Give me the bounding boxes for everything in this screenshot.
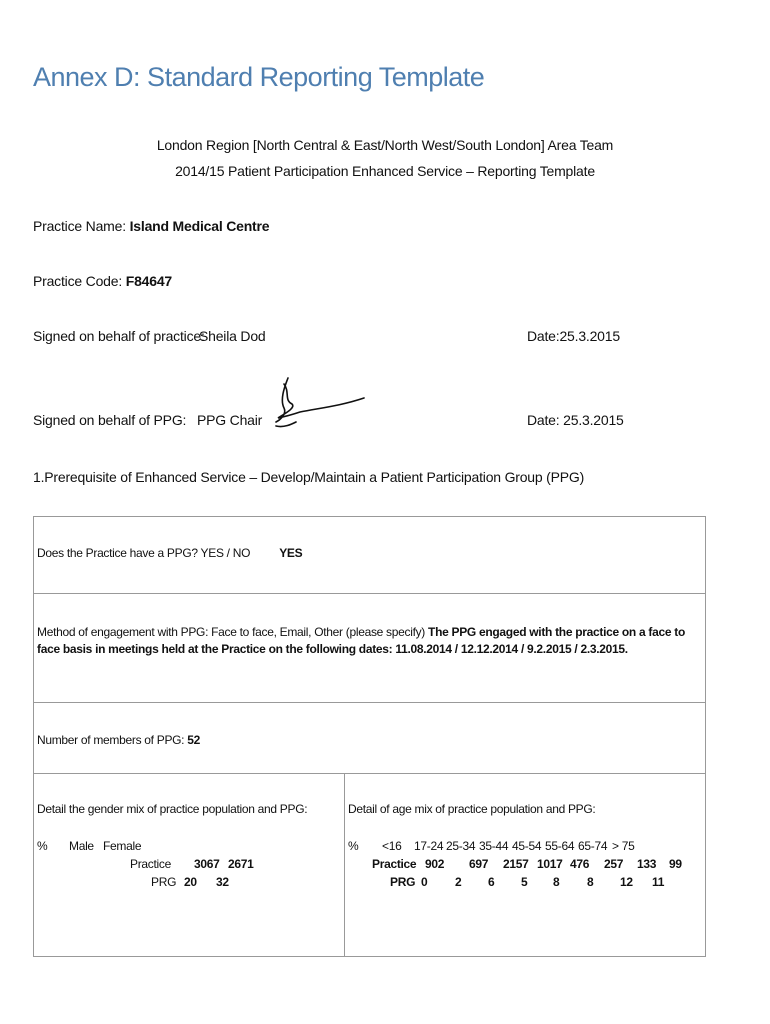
members-cell — [37, 733, 200, 747]
method-answer-part2: the Practice on the following dates: 11.08.2014 / 12.12.2014 / 9.2.2015 / 2.3.2015. — [201, 642, 628, 656]
gender-prg-label: PRG — [151, 875, 177, 889]
practice-name-value: Island Medical Centre — [129, 218, 270, 234]
gender-prg-female: 32 — [216, 875, 229, 889]
members-question: Number of members of PPG: — [37, 733, 185, 747]
age-practice-value: 902 — [425, 857, 445, 871]
age-practice-value: 99 — [669, 857, 682, 871]
practice-name-label: Practice Name: — [33, 218, 126, 234]
age-prg-value: 6 — [488, 875, 495, 889]
signed-ppg-label: Signed on behalf of PPG: — [33, 412, 187, 428]
column-divider — [344, 773, 345, 956]
practice-name-row — [33, 218, 269, 234]
age-prg-value: 12 — [620, 875, 633, 889]
gender-practice-male: 3067 — [194, 857, 220, 871]
signed-ppg-name: PPG Chair — [197, 412, 263, 428]
age-prg-value: 2 — [455, 875, 462, 889]
row-divider — [34, 702, 705, 703]
ppg-table — [33, 516, 706, 957]
age-practice-value: 133 — [637, 857, 657, 871]
method-question: Method of engagement with PPG: Face to face, Email, Other (please specify) — [37, 625, 425, 639]
ppg-answer: YES — [279, 546, 303, 560]
age-practice-value: 257 — [604, 857, 624, 871]
practice-code-label: Practice Code: — [33, 273, 123, 289]
signed-practice-name: Sheila Dod — [199, 328, 266, 344]
age-band: 35-44 — [479, 839, 509, 853]
gender-heading: Detail the gender mix of practice population and PPG: — [37, 802, 308, 816]
section-1-heading: 1.Prerequisite of Enhanced Service – Develop/Maintain a Patient Participation Group (PPG) — [33, 469, 585, 485]
age-band: > 75 — [612, 839, 635, 853]
age-prg-value: 8 — [587, 875, 594, 889]
age-heading: Detail of age mix of practice population and PPG: — [348, 802, 596, 816]
age-prg-value: 11 — [652, 875, 665, 889]
method-answer-part1: The PPG engaged with the practice on a face to face basis in meetings held at — [37, 625, 685, 656]
signed-practice-date: Date:25.3.2015 — [527, 328, 620, 344]
age-practice-value: 2157 — [503, 857, 529, 871]
age-prg-value: 5 — [521, 875, 528, 889]
signed-practice-label: Signed on behalf of practice: — [33, 328, 205, 344]
age-practice-value: 476 — [570, 857, 590, 871]
gender-practice-female: 2671 — [228, 857, 254, 871]
age-prg-value: 8 — [553, 875, 560, 889]
subtitle-line-2: 2014/15 Patient Participation Enhanced Service – Reporting Template — [175, 163, 595, 179]
gender-prg-male: 20 — [184, 875, 197, 889]
row-divider — [34, 773, 705, 774]
age-practice-value: 697 — [469, 857, 489, 871]
age-band: 17-24 — [414, 839, 444, 853]
members-answer: 52 — [187, 733, 201, 747]
gender-male-header: Male — [69, 839, 94, 853]
gender-female-header: Female — [103, 839, 142, 853]
method-cell — [37, 624, 702, 658]
age-pct: % — [348, 839, 359, 853]
age-band: <16 — [382, 839, 402, 853]
signed-ppg-date: Date: 25.3.2015 — [527, 412, 624, 428]
age-band: 25-34 — [446, 839, 476, 853]
ppg-question-text: Does the Practice have a PPG? YES / NO — [37, 546, 251, 560]
age-band: 45-54 — [512, 839, 542, 853]
age-band: 55-64 — [545, 839, 575, 853]
practice-code-row — [33, 273, 172, 289]
subtitle-line-1: London Region [North Central & East/North West/South London] Area Team — [156, 137, 614, 153]
gender-practice-label: Practice — [130, 857, 171, 871]
ppg-question — [37, 546, 302, 560]
age-band: 65-74 — [578, 839, 608, 853]
age-prg-label: PRG — [390, 875, 416, 889]
age-prg-value: 0 — [421, 875, 428, 889]
practice-code-value: F84647 — [125, 273, 173, 289]
ppg-signature — [270, 374, 380, 434]
gender-pct: % — [37, 839, 48, 853]
row-divider — [34, 593, 705, 594]
age-practice-label: Practice — [372, 857, 417, 871]
age-practice-value: 1017 — [537, 857, 563, 871]
page-title: Annex D: Standard Reporting Template — [33, 62, 485, 92]
